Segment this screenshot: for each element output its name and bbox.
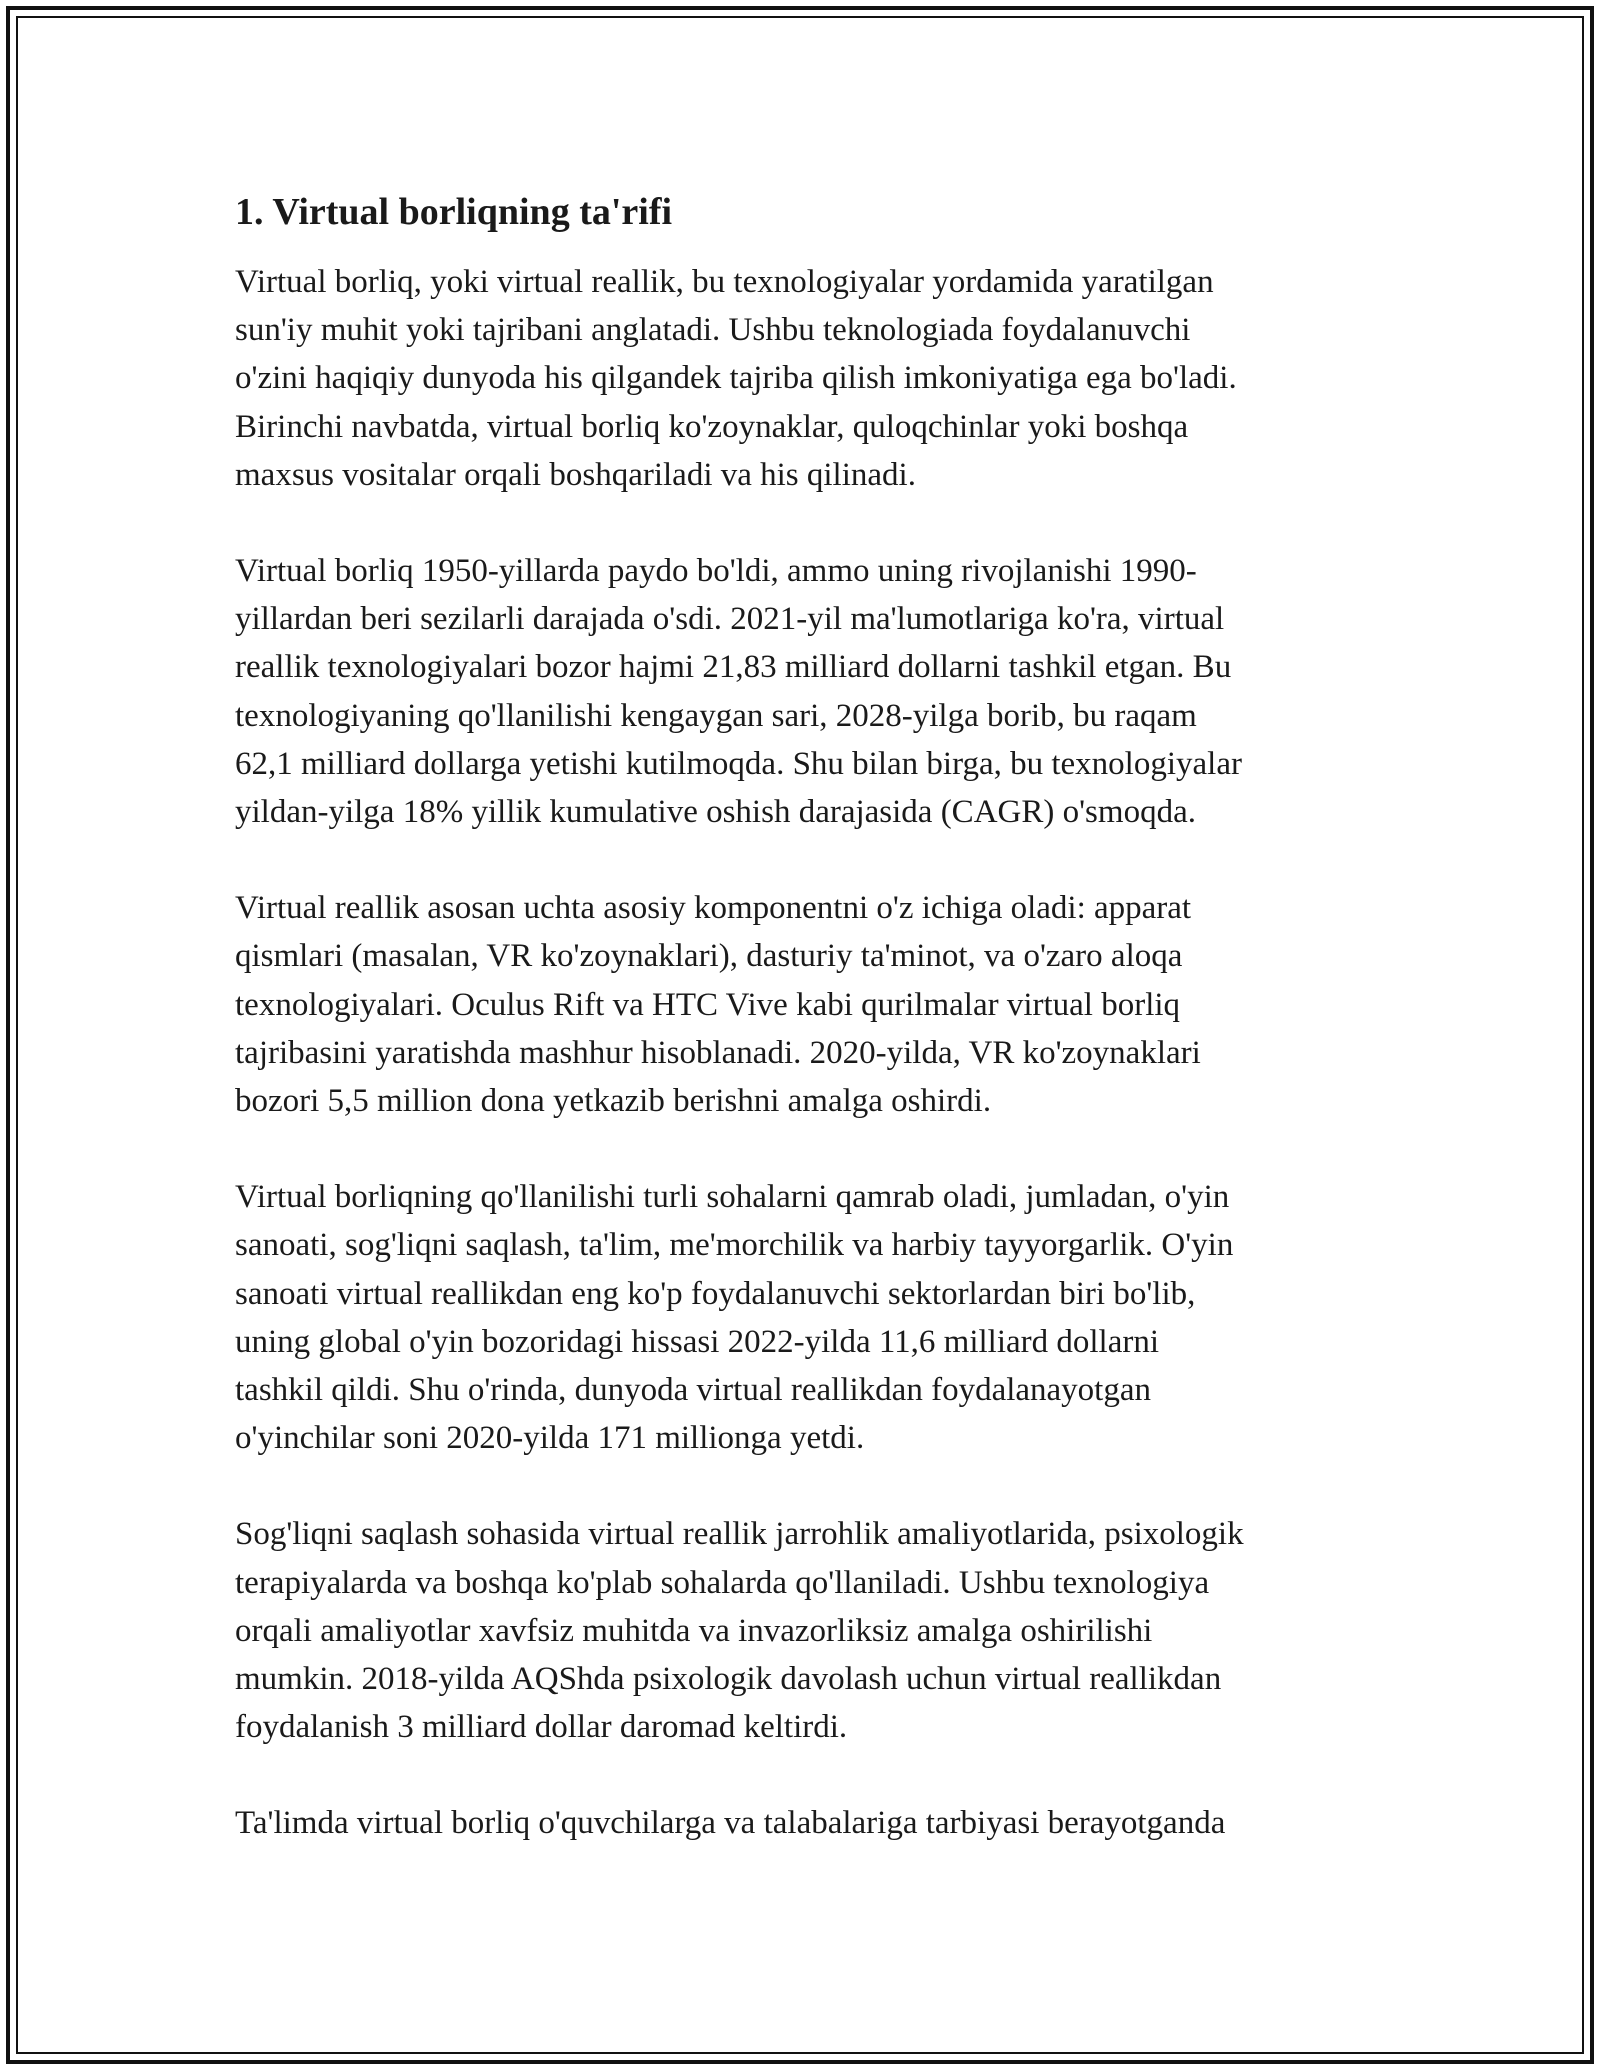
text-line: foydalanish 3 milliard dollar daromad keltirdi.	[235, 1709, 848, 1746]
paragraph-healthcare	[235, 1510, 1365, 1751]
text-line: 62,1 milliard dollarga yetishi kutilmoqda. Shu bilan birga, bu texnologiyalar	[235, 745, 1242, 782]
text-line: sun'iy muhit yoki tajribani anglatadi. Ushbu teknologiada foydalanuvchi	[235, 312, 1191, 349]
text-line: texnologiyaning qo'llanilishi kengaygan sari, 2028-yilga borib, bu raqam	[235, 697, 1197, 734]
text-line: bozori 5,5 million dona yetkazib berishni amalga oshirdi.	[235, 1083, 992, 1120]
text-line: Sog'liqni saqlash sohasida virtual reallik jarrohlik amaliyotlarida, psixologik	[235, 1516, 1244, 1553]
text-line: Birinchi navbatda, virtual borliq ko'zoynaklar, quloqchinlar yoki boshqa	[235, 408, 1189, 445]
text-line: terapiyalarda va boshqa ko'plab sohalarda qo'llaniladi. Ushbu texnologiya	[235, 1564, 1210, 1601]
paragraph-applications	[235, 1173, 1365, 1462]
paragraph-history-market	[235, 547, 1365, 836]
paragraph-components	[235, 884, 1365, 1125]
text-line: reallik texnologiyalari bozor hajmi 21,83 milliard dollarni tashkil etgan. Bu	[235, 649, 1232, 686]
text-line: o'yinchilar soni 2020-yilda 171 millionga yetdi.	[235, 1420, 865, 1457]
text-line: qismlari (masalan, VR ko'zoynaklari), dasturiy ta'minot, va o'zaro aloqa	[235, 938, 1183, 975]
text-line: tashkil qildi. Shu o'rinda, dunyoda virtual reallikdan foydalanayotgan	[235, 1372, 1151, 1409]
section-heading: 1. Virtual borliqning ta'rifi	[235, 191, 673, 233]
text-line: sanoati virtual reallikdan eng ko'p foydalanuvchi sektorlardan biri bo'lib,	[235, 1275, 1196, 1312]
text-line: Virtual reallik asosan uchta asosiy komponentni o'z ichiga oladi: apparat	[235, 890, 1192, 927]
text-line: Ta'limda virtual borliq o'quvchilarga va talabalariga tarbiyasi berayotganda	[235, 1805, 1226, 1842]
text-line: orqali amaliyotlar xavfsiz muhitda va invazorliksiz amalga oshirilishi	[235, 1612, 1153, 1649]
document-content	[235, 188, 1365, 1896]
text-line: uning global o'yin bozoridagi hissasi 2022-yilda 11,6 milliard dollarni	[235, 1323, 1160, 1360]
text-line: maxsus vositalar orqali boshqariladi va his qilinadi.	[235, 456, 916, 493]
paragraph-education	[235, 1799, 1365, 1847]
text-line: mumkin. 2018-yilda AQShda psixologik davolash uchun virtual reallikdan	[235, 1661, 1222, 1698]
text-line: yildan-yilga 18% yillik kumulative oshish darajasida (CAGR) o'smoqda.	[235, 794, 1196, 831]
paragraph-definition	[235, 258, 1365, 499]
text-line: yillardan beri sezilarli darajada o'sdi. 2021-yil ma'lumotlariga ko'ra, virtual	[235, 601, 1225, 638]
text-line: Virtual borliqning qo'llanilishi turli sohalarni qamrab oladi, jumladan, o'yin	[235, 1179, 1230, 1216]
text-line: Virtual borliq, yoki virtual reallik, bu texnologiyalar yordamida yaratilgan	[235, 264, 1214, 300]
text-line: sanoati, sog'liqni saqlash, ta'lim, me'morchilik va harbiy tayyorgarlik. O'yin	[235, 1227, 1234, 1264]
text-line: texnologiyalari. Oculus Rift va HTC Vive kabi qurilmalar virtual borliq	[235, 986, 1181, 1023]
text-line: tajribasini yaratishda mashhur hisoblanadi. 2020-yilda, VR ko'zoynaklari	[235, 1034, 1201, 1071]
text-line: o'zini haqiqiy dunyoda his qilgandek tajriba qilish imkoniyatiga ega bo'ladi.	[235, 360, 1237, 397]
text-line: Virtual borliq 1950-yillarda paydo bo'ldi, ammo uning rivojlanishi 1990-	[235, 553, 1197, 590]
